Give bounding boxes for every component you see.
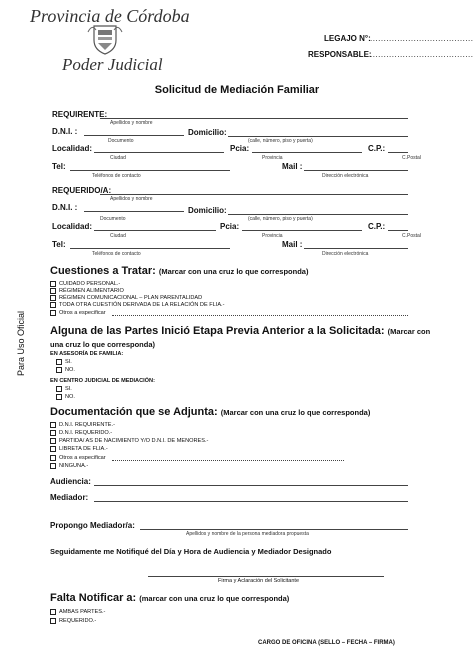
etapa-hint: (Marcar con una cruz lo que corresponda) <box>50 327 431 349</box>
cuestion-otros-line[interactable] <box>112 315 408 316</box>
audiencia-label: Audiencia: <box>50 477 91 486</box>
mediador-label: Mediador: <box>50 493 89 502</box>
requerido-documento-sub: Documento <box>100 216 126 222</box>
propongo-label: Propongo Mediador/a: <box>50 521 135 530</box>
requirente-dni-label: D.N.I. : <box>52 127 78 136</box>
doc-dni-requerido[interactable]: D.N.I. REQUERIDO.- <box>50 430 112 436</box>
requirente-name-line[interactable] <box>100 118 408 119</box>
requerido-localidad-line[interactable] <box>94 230 216 231</box>
propongo-line[interactable] <box>140 529 408 530</box>
requerido-heading: REQUERIDO/A: <box>52 186 112 195</box>
requirente-pcia-line[interactable] <box>252 152 362 153</box>
cuestion-otra-flia[interactable]: TODA OTRA CUESTIÓN DERIVADA DE LA RELACIÓN DE FLIA.- <box>50 302 224 308</box>
doc-dni-requirente[interactable]: D.N.I. REQUIRENTE.- <box>50 422 115 428</box>
requirente-provincia-sub: Provincia <box>262 155 283 161</box>
requirente-localidad-label: Localidad: <box>52 144 93 153</box>
requirente-localidad-line[interactable] <box>94 152 224 153</box>
requirente-domicilio-line[interactable] <box>228 136 408 137</box>
coat-of-arms-icon <box>86 22 124 56</box>
requirente-cpostal-sub: C.Postal <box>402 155 421 161</box>
cuestiones-heading <box>50 265 308 277</box>
requirente-name-sub: Apellidos y nombre <box>110 120 153 126</box>
requerido-tel-label: Tel: <box>52 240 66 249</box>
side-label: Para Uso Oficial <box>16 310 26 376</box>
requerido-provincia-sub: Provincia <box>262 233 283 239</box>
falta-ambas[interactable]: AMBAS PARTES.- <box>50 609 105 615</box>
logo-provincia: Provincia de Córdoba <box>30 6 190 26</box>
requirente-documento-sub: Documento <box>108 138 134 144</box>
documentacion-hint: (Marcar con una cruz lo que corresponda) <box>220 408 371 417</box>
requirente-dni-line[interactable] <box>84 135 184 136</box>
requirente-mail-sub: Dirección electrónica <box>322 173 369 179</box>
documentacion-heading <box>50 406 370 418</box>
requirente-cp-label: C.P.: <box>368 144 386 153</box>
requerido-mail-sub: Dirección electrónica <box>322 251 369 257</box>
requerido-mail-label: Mail : <box>282 240 303 249</box>
legajo-field[interactable]: ...................................... <box>370 34 474 43</box>
responsable-field[interactable]: ...................................... <box>370 50 474 59</box>
cargo-oficina: CARGO DE OFICINA (SELLO – FECHA – FIRMA) <box>258 640 395 646</box>
requirente-pcia-label: Pcia: <box>230 144 250 153</box>
requerido-name-sub: Apellidos y nombre <box>110 196 153 202</box>
centro-label: EN CENTRO JUDICIAL DE MEDIACIÓN: <box>50 378 155 384</box>
page-title: Solicitud de Mediación Familiar <box>154 84 320 96</box>
requirente-domicilio-label: Domicilio: <box>188 128 227 137</box>
requirente-ciudad-sub: Ciudad <box>110 155 126 161</box>
requerido-pcia-line[interactable] <box>242 230 362 231</box>
asesoria-no[interactable]: NO. <box>56 367 75 373</box>
requerido-ciudad-sub: Ciudad <box>110 233 126 239</box>
logo-poder-judicial: Poder Judicial <box>62 55 163 74</box>
requirente-domicilio-sub: (calle, número, piso y puerta) <box>248 138 313 144</box>
doc-otros[interactable]: Otros a especificar <box>50 455 106 461</box>
doc-ninguna[interactable]: NINGUNA.- <box>50 463 88 469</box>
requirente-tel-label: Tel: <box>52 162 66 171</box>
requerido-name-line[interactable] <box>100 194 408 195</box>
cuestiones-title: Cuestiones a Tratar: <box>50 265 156 277</box>
requerido-cp-line[interactable] <box>388 230 408 231</box>
falta-hint: (marcar con una cruz lo que corresponda) <box>139 594 290 603</box>
falta-heading <box>50 592 289 604</box>
requerido-dni-label: D.N.I. : <box>52 203 78 212</box>
legajo-label: LEGAJO N°: <box>324 34 371 43</box>
falta-requerido[interactable]: REQUERIDO.- <box>50 618 96 624</box>
cuestion-otros[interactable]: Otros a especificar <box>50 310 106 316</box>
cuestion-alimentario[interactable]: RÉGIMEN ALIMENTARIO <box>50 288 124 294</box>
requerido-domicilio-sub: (calle, número, piso y puerta) <box>248 216 313 222</box>
requerido-localidad-label: Localidad: <box>52 222 93 231</box>
firma-label: Firma y Aclaración del Solicitante <box>218 578 300 584</box>
audiencia-line[interactable] <box>94 485 408 486</box>
falta-title: Falta Notificar a: <box>50 592 137 604</box>
propongo-sub: Apellidos y nombre de la persona mediadora propuesta <box>186 531 309 537</box>
requerido-domicilio-line[interactable] <box>228 214 408 215</box>
mediador-line[interactable] <box>94 501 408 502</box>
requirente-mail-line[interactable] <box>304 170 408 171</box>
requerido-tel-line[interactable] <box>70 248 230 249</box>
requirente-heading: REQUIRENTE: <box>52 110 108 119</box>
documentacion-title: Documentación que se Adjunta: <box>50 406 218 418</box>
requerido-dni-line[interactable] <box>84 211 184 212</box>
cuestion-cuidado[interactable]: CUIDADO PERSONAL.- <box>50 281 120 287</box>
requerido-cp-label: C.P.: <box>368 222 386 231</box>
requirente-tel-sub: Teléfonos de contacto <box>92 173 141 179</box>
centro-no[interactable]: NO. <box>56 394 75 400</box>
requirente-cp-line[interactable] <box>388 152 408 153</box>
centro-si[interactable]: SI. <box>56 386 72 392</box>
etapa-heading <box>50 325 432 351</box>
requirente-tel-line[interactable] <box>70 170 230 171</box>
cuestiones-hint: (Marcar con una cruz lo que corresponda) <box>158 267 309 276</box>
doc-partidas[interactable]: PARTIDA/ AS DE NACIMIENTO Y/O D.N.I. DE MENORES.- <box>50 438 208 444</box>
doc-libreta[interactable]: LIBRETA DE FLIA.- <box>50 446 108 452</box>
requerido-pcia-label: Pcia: <box>220 222 240 231</box>
asesoria-label: EN ASESORÍA DE FAMILIA: <box>50 351 124 357</box>
cuestion-comunicacional[interactable]: RÉGIMEN COMUNICACIONAL – PLAN PARENTALIDAD <box>50 295 202 301</box>
doc-otros-line[interactable] <box>112 460 344 461</box>
requerido-domicilio-label: Domicilio: <box>188 206 227 215</box>
firma-line[interactable] <box>148 576 384 577</box>
requerido-mail-line[interactable] <box>304 248 408 249</box>
etapa-title: Alguna de las Partes Inició Etapa Previa Anterior a la Solicitada: <box>50 325 385 337</box>
requerido-tel-sub: Teléfonos de contacto <box>92 251 141 257</box>
asesoria-si[interactable]: SI. <box>56 359 72 365</box>
notificacion-text: Seguidamente me Notifiqué del Día y Hora de Audiencia y Mediador Designado <box>50 547 332 556</box>
responsable-label: RESPONSABLE: <box>308 50 372 59</box>
requerido-cpostal-sub: C.Postal <box>402 233 421 239</box>
requirente-mail-label: Mail : <box>282 162 303 171</box>
